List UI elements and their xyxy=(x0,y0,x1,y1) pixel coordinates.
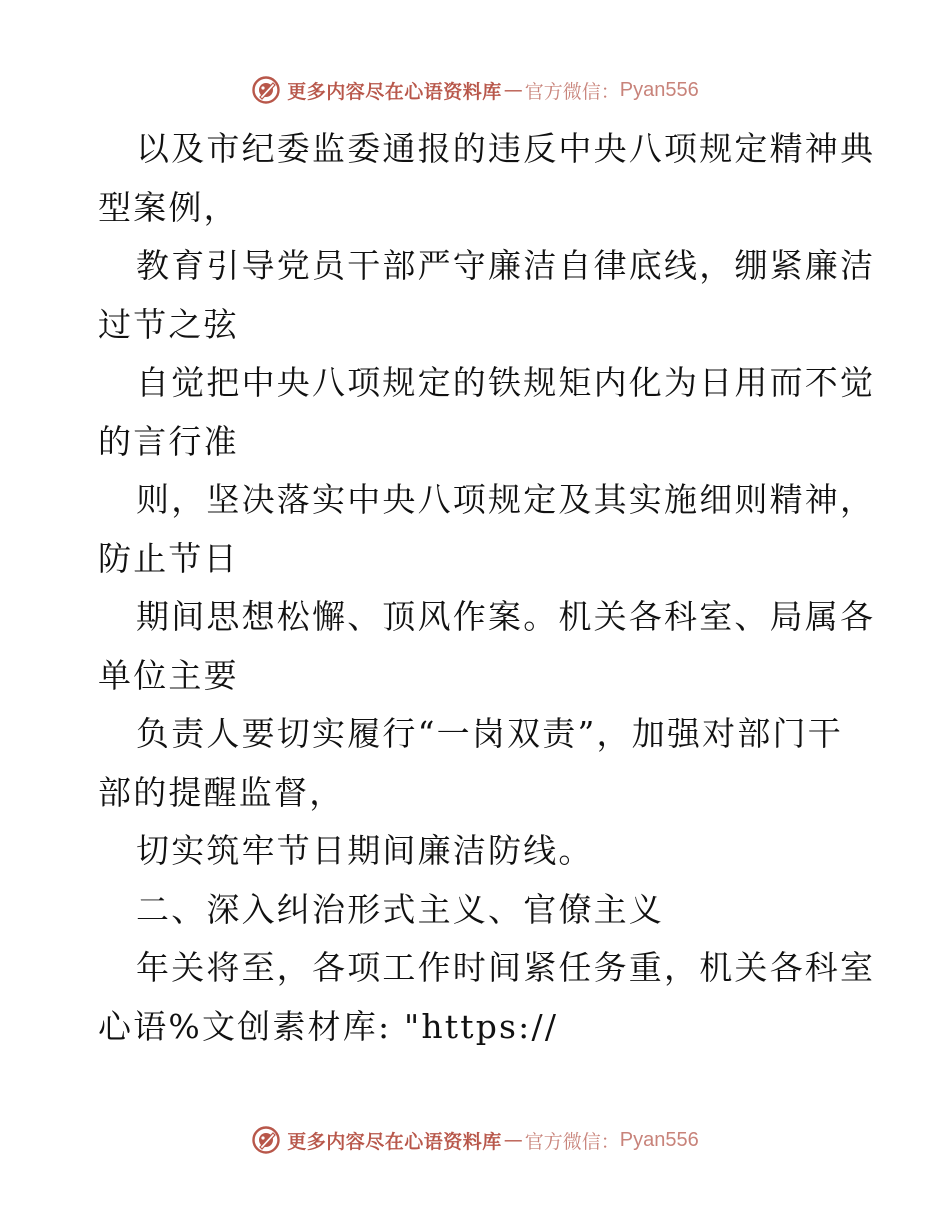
body-line: 的言行准 xyxy=(98,421,239,461)
footer-banner xyxy=(0,1120,950,1160)
body-line: 型案例， xyxy=(98,187,239,227)
body-line: 负责人要切实履行“一岗双责”，加强对部门干 xyxy=(136,714,843,753)
body-line: 年关将至，各项工作时间紧任务重，机关各科室 xyxy=(136,948,876,987)
section-heading: 二、深入纠治形式主义、官僚主义 xyxy=(136,889,664,929)
banner-text: 更多内容尽在心语资料库 xyxy=(287,1130,502,1153)
banner-label: 官方微信： xyxy=(524,1130,620,1153)
body-line: 期间思想松懈、顶风作案。机关各科室、局属各 xyxy=(136,597,876,636)
body-line: 教育引导党员干部严守廉洁自律底线，绷紧廉洁 xyxy=(136,246,876,285)
banner-wechat-id: Pyan556 xyxy=(619,78,699,101)
body-line: 以及市纪委监委通报的违反中央八项规定精神典 xyxy=(136,129,876,168)
banner-wechat-id: Pyan556 xyxy=(619,1128,699,1151)
body-line: 自觉把中央八项规定的铁规矩内化为日用而不觉 xyxy=(136,363,876,402)
body-line: 切实筑牢节日期间廉洁防线。 xyxy=(136,831,594,870)
library-logo-icon xyxy=(251,75,281,105)
body-line: 过节之弦 xyxy=(98,304,239,344)
banner-text: 更多内容尽在心语资料库 xyxy=(287,80,502,103)
body-line-link: 心语%文创素材库: "https:// xyxy=(98,1006,559,1046)
header-banner xyxy=(0,70,950,110)
banner-label: 官方微信： xyxy=(524,80,620,103)
library-logo-icon xyxy=(251,1125,281,1155)
body-line: 防止节日 xyxy=(98,538,239,578)
body-line: 单位主要 xyxy=(98,655,239,695)
banner-separator: — xyxy=(503,1129,523,1151)
body-line: 部的提醒监督， xyxy=(98,772,345,812)
document-body xyxy=(98,120,876,1056)
body-line: 则，坚决落实中央八项规定及其实施细则精神， xyxy=(136,480,876,519)
banner-separator: — xyxy=(503,79,523,101)
